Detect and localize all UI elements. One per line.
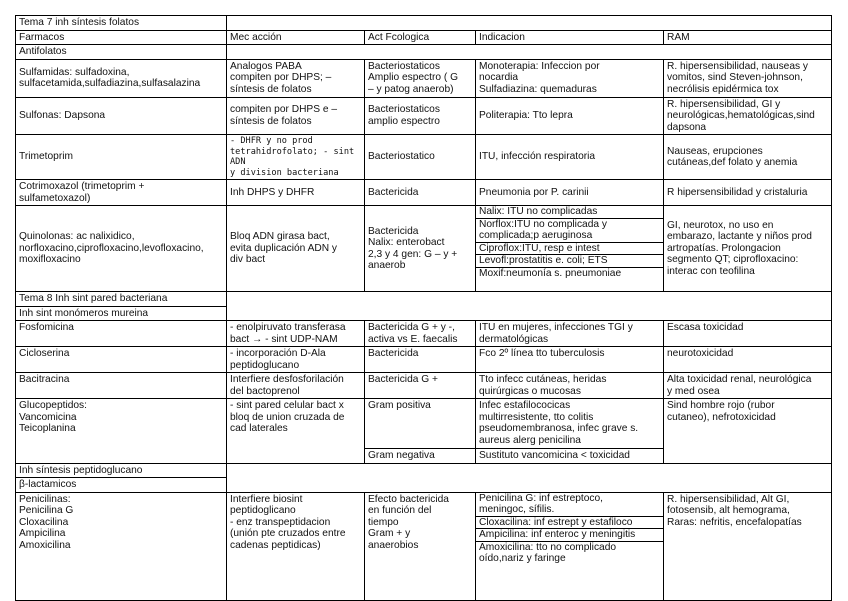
cell-line: oído,nariz y faringe xyxy=(479,553,566,564)
act-glucopeptidos-negativa: Gram negativa xyxy=(365,449,476,464)
ind-glucopeptidos-positiva xyxy=(476,399,664,449)
ind-cotrimoxazol: Pneumonia por P. carinii xyxy=(476,180,664,206)
ram-cicloserina: neurotoxicidad xyxy=(664,347,832,373)
farmaco-sulfamidas xyxy=(16,59,227,97)
act-sulfonas xyxy=(365,97,476,135)
cell-line: compiten por DHPS e – xyxy=(230,104,338,116)
cell-line: peptidoglicano xyxy=(230,505,296,516)
cell-line: Nalix: ITU no complicadas xyxy=(479,206,598,217)
list-item-text xyxy=(476,541,663,565)
mec-sulfamidas xyxy=(227,59,365,97)
cell-line: Quinolonas: ac nalixidico, xyxy=(19,231,135,243)
list-item-text xyxy=(476,206,663,218)
cell-line: Penicilinas: xyxy=(19,493,71,505)
mec-trimetoprim xyxy=(227,135,365,180)
cell-line: neurológicas,hematológicas,sind xyxy=(667,110,815,121)
cell-line: Ciproflox:ITU, resp e intest xyxy=(479,242,600,254)
ram-sulfonas xyxy=(664,97,832,135)
cell-line: y division bacteriana xyxy=(230,167,339,178)
cell-line: R. hipersensibilidad, nauseas y xyxy=(667,60,809,72)
ind-quinolonas-list xyxy=(476,206,663,279)
list-item xyxy=(476,255,663,268)
cell-line: Amoxicilina: tto no complicado xyxy=(479,541,617,553)
cell-line: quirúrgicas o mucosas xyxy=(479,385,581,397)
cell-line: Interfiere desfosforilación xyxy=(230,374,344,385)
cell-line: R. hipersensibilidad, Alt GI, xyxy=(667,493,790,505)
list-item xyxy=(476,529,663,542)
farmaco-sulfonas: Sulfonas: Dapsona xyxy=(16,97,227,135)
cell-line: aureus alerg penicilina xyxy=(479,434,581,446)
cell-line: bact → - sint UDP-NAM xyxy=(230,333,338,345)
cell-line: cadenas peptidicas) xyxy=(230,539,321,551)
cell-line: norfloxacino,ciprofloxacino,levofloxacino, xyxy=(19,242,204,254)
table-row xyxy=(16,347,832,373)
list-item-text xyxy=(476,255,663,268)
header-farmacos: Farmacos xyxy=(16,30,227,45)
act-fosfomicina xyxy=(365,321,476,347)
table-row xyxy=(16,206,832,292)
mec-cotrimoxazol: Inh DHPS y DHFR xyxy=(227,180,365,206)
cell-line: Tto infecc cutáneas, heridas xyxy=(479,374,607,385)
act-sulfamidas xyxy=(365,59,476,97)
cell-line: Efecto bactericida xyxy=(368,493,449,505)
cell-line: Penicilina G: inf estreptoco, xyxy=(479,492,604,504)
list-item-text xyxy=(476,267,663,279)
ind-quinolonas xyxy=(476,206,664,292)
cell-line: síntesis de folatos xyxy=(230,115,312,127)
cell-line: sulfacetamida,sulfadiazina,sulfasalazina xyxy=(19,78,201,89)
cell-line: dapsona xyxy=(667,121,707,133)
cell-line: multirresistente, tto colitis xyxy=(479,411,594,423)
header-indicacion: Indicacion xyxy=(476,30,664,45)
cell-line: moxifloxacino xyxy=(19,254,81,266)
cell-line: Analogos PABA xyxy=(230,60,302,72)
table-row xyxy=(16,59,832,97)
table-row xyxy=(16,399,832,449)
cell-line: Infec estafilococicas xyxy=(479,400,571,411)
table-row xyxy=(16,373,832,399)
pharmacology-table xyxy=(15,15,832,601)
cell-line: Bacteriostaticos xyxy=(368,104,440,116)
cell-line: artropatías. Prolongacion xyxy=(667,242,781,254)
header-act-fcologica: Act Fcologica xyxy=(365,30,476,45)
cell-line: nocardia xyxy=(479,72,519,83)
group-beta-lactamicos: β-lactamicos xyxy=(16,478,227,493)
cell-line: complicada;p aeruginosa xyxy=(479,230,593,241)
ind-cicloserina: Fco 2º línea tto tuberculosis xyxy=(476,347,664,373)
cell-line: tiempo xyxy=(368,516,399,528)
cell-line: vomitos, sind Steven-johnson, xyxy=(667,72,803,83)
cell-line: (unión pte cruzados entre xyxy=(230,528,346,539)
ind-trimetoprim: ITU, infección respiratoria xyxy=(476,135,664,180)
ind-fosfomicina xyxy=(476,321,664,347)
ram-quinolonas xyxy=(664,206,832,292)
cell-line: Interfiere biosint xyxy=(230,493,303,505)
cell-line: síntesis de folatos xyxy=(230,83,312,95)
cell-line: Bloq ADN girasa bact, xyxy=(230,231,330,243)
cell-line: Raras: nefritis, encefalopatías xyxy=(667,516,802,528)
cell-line: - enz transpeptidacion xyxy=(230,516,331,528)
header-row xyxy=(16,30,832,45)
mec-glucopeptidos xyxy=(227,399,365,464)
cell-line: Sulfadiazina: quemaduras xyxy=(479,83,597,95)
farmaco-quinolonas xyxy=(16,206,227,292)
list-item xyxy=(476,218,663,242)
cell-line: R. hipersensibilidad, GI y xyxy=(667,98,781,110)
cell-line: Sulfamidas: sulfadoxina, xyxy=(19,66,130,78)
act-glucopeptidos-positiva: Gram positiva xyxy=(365,399,476,449)
cell-line: - enolpiruvato transferasa xyxy=(230,322,346,333)
ind-sulfamidas xyxy=(476,59,664,97)
mec-penicilinas xyxy=(227,492,365,600)
cell-line: Bactericida G + y -, xyxy=(368,322,455,333)
header-mec-accion: Mec acción xyxy=(227,30,365,45)
farmaco-cicloserina: Cicloserina xyxy=(16,347,227,373)
ram-penicilinas xyxy=(664,492,832,600)
act-trimetoprim: Bacteriostatico xyxy=(365,135,476,180)
ram-sulfamidas xyxy=(664,59,832,97)
cell-line: 2,3 y 4 gen: G – y + xyxy=(368,248,458,260)
mec-sulfonas xyxy=(227,97,365,135)
cell-line: bloq de union cruzada de xyxy=(230,411,345,423)
cell-line: anaerobios xyxy=(368,539,419,551)
farmaco-trimetoprim: Trimetoprim xyxy=(16,135,227,180)
cell-line: Cotrimoxazol (trimetoprim + xyxy=(19,181,145,192)
pharmacology-table-sheet xyxy=(15,15,831,601)
section-title-tema8: Tema 8 Inh sint pared bacteriana xyxy=(16,292,227,307)
cell-line: Sind hombre rojo (rubor xyxy=(667,400,775,411)
farmaco-fosfomicina: Fosfomicina xyxy=(16,321,227,347)
ind-glucopeptidos-negativa: Sustituto vancomicina < toxicidad xyxy=(476,449,664,464)
cell-line: Nalix: enterobact xyxy=(368,237,445,248)
ind-penicilinas xyxy=(476,492,664,600)
ram-cotrimoxazol: R hipersensibilidad y cristaluria xyxy=(664,180,832,206)
table-row xyxy=(16,135,832,180)
act-cicloserina: Bactericida xyxy=(365,347,476,373)
cell-line: GI, neurotox, no uso en xyxy=(667,219,774,231)
ind-sulfonas: Politerapia: Tto lepra xyxy=(476,97,664,135)
cell-line: dermatológicas xyxy=(479,333,549,345)
act-cotrimoxazol: Bactericida xyxy=(365,180,476,206)
cell-line: necrólisis epidérmica tox xyxy=(667,83,779,95)
cell-line: meningoc, sífilis. xyxy=(479,504,555,515)
cell-line: – y patog anaerob) xyxy=(368,83,454,95)
cell-line: interac con teofilina xyxy=(667,265,755,277)
cell-line: Ampicilina xyxy=(19,528,66,539)
cell-line: Monoterapia: Infeccion por xyxy=(479,60,600,72)
cell-line: Teicoplanina xyxy=(19,423,76,434)
farmaco-penicilinas xyxy=(16,492,227,600)
table-row xyxy=(16,321,832,347)
act-quinolonas xyxy=(365,206,476,292)
cell-line: cad laterales xyxy=(230,423,288,434)
list-item-text xyxy=(476,529,663,542)
list-item xyxy=(476,267,663,279)
cell-line: div bact xyxy=(230,254,266,266)
section-title-tema7: Tema 7 inh síntesis folatos xyxy=(16,16,227,31)
cell-line: pseudomembranosa, infec grave s. xyxy=(479,423,639,434)
ram-glucopeptidos xyxy=(664,399,832,464)
group-monomeros-mureina: Inh sint monómeros mureina xyxy=(16,306,227,321)
mec-quinolonas xyxy=(227,206,365,292)
ram-bacitracina xyxy=(664,373,832,399)
cell-line: Bacteriostaticos xyxy=(368,60,440,72)
cell-line: Amplio espectro ( G xyxy=(368,72,459,83)
cell-line: activa vs E. faecalis xyxy=(368,333,458,345)
cell-line: embarazo, lactante y niños prod xyxy=(667,231,812,243)
list-item-text xyxy=(476,242,663,255)
cell-line: Gram + y xyxy=(368,528,411,539)
cell-line: Amoxicilina xyxy=(19,539,71,551)
cell-line: Penicilina G xyxy=(19,505,74,516)
cell-line: Bactericida xyxy=(368,225,419,237)
cell-line: Ampicilina: inf enteroc y meningitis xyxy=(479,529,636,540)
list-item-text xyxy=(476,516,663,529)
cell-line: Moxif:neumonía s. pneumoniae xyxy=(479,267,622,279)
cell-line: Cloxacilina xyxy=(19,516,69,528)
cell-line: fotosensib, alt hemograma, xyxy=(667,505,790,516)
cell-line: amplio espectro xyxy=(368,115,440,127)
farmaco-glucopeptidos xyxy=(16,399,227,464)
cell-line: - sint pared celular bact x xyxy=(230,400,344,411)
cell-line: en función del xyxy=(368,505,432,516)
mec-cicloserina xyxy=(227,347,365,373)
cell-line: cutáneas,def folato y anemia xyxy=(667,157,798,168)
cell-line: compiten por DHPS; – xyxy=(230,72,332,83)
cell-line: Nauseas, erupciones xyxy=(667,145,763,157)
act-penicilinas xyxy=(365,492,476,600)
cell-line: - incorporación D-Ala xyxy=(230,348,326,359)
list-item xyxy=(476,493,663,517)
cell-line: Alta toxicidad renal, neurológica xyxy=(667,374,812,385)
cell-line: evita duplicación ADN y xyxy=(230,242,338,254)
cell-line: y med osea xyxy=(667,385,720,397)
list-item-text xyxy=(476,218,663,242)
cell-line: segmento QT; ciprofloxacino: xyxy=(667,254,799,266)
farmaco-bacitracina: Bacitracina xyxy=(16,373,227,399)
group-sintesis-peptidoglucano: Inh síntesis peptidoglucano xyxy=(16,463,227,478)
list-item-text xyxy=(476,493,663,517)
cell-line: Cloxacilina: inf estrept y estafiloco xyxy=(479,516,633,528)
cell-line: Levofl:prostatitis e. coli; ETS xyxy=(479,255,608,266)
cell-line: Vancomicina xyxy=(19,411,77,423)
cell-line: sulfametoxazol) xyxy=(19,192,91,204)
list-item xyxy=(476,541,663,565)
ind-penicilinas-list xyxy=(476,493,663,565)
cell-line: anaerob xyxy=(368,260,406,271)
mec-fosfomicina xyxy=(227,321,365,347)
cell-line: - DHFR y no prod xyxy=(230,136,313,146)
list-item xyxy=(476,206,663,218)
ram-trimetoprim xyxy=(664,135,832,180)
cell-line: ITU en mujeres, infecciones TGI y xyxy=(479,322,633,333)
cell-line: peptidoglucano xyxy=(230,359,300,371)
cell-line: Glucopeptidos: xyxy=(19,400,87,411)
list-item xyxy=(476,516,663,529)
ram-fosfomicina: Escasa toxicidad xyxy=(664,321,832,347)
cell-line: Norflox:ITU no complicada y xyxy=(479,218,607,230)
group-antifolatos: Antifolatos xyxy=(16,45,227,60)
header-ram: RAM xyxy=(664,30,832,45)
cell-line: del bactoprenol xyxy=(230,385,300,397)
cell-line: cutaneo), nefrotoxicidad xyxy=(667,411,776,423)
table-row xyxy=(16,492,832,600)
farmaco-cotrimoxazol xyxy=(16,180,227,206)
list-item xyxy=(476,242,663,255)
ind-bacitracina xyxy=(476,373,664,399)
mec-bacitracina xyxy=(227,373,365,399)
cell-line: tetrahidrofolato; - sint ADN xyxy=(230,146,355,167)
table-row xyxy=(16,180,832,206)
act-bacitracina: Bactericida G + xyxy=(365,373,476,399)
table-row xyxy=(16,97,832,135)
